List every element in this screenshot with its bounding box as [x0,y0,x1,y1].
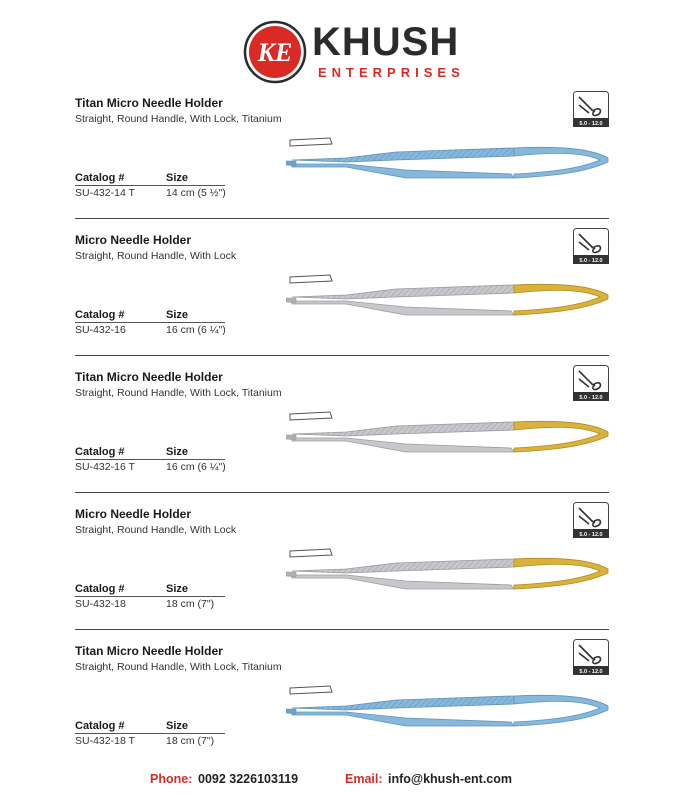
size-value: 18 cm (7") [166,598,215,610]
table-rule [75,733,225,734]
product-subtitle: Straight, Round Handle, With Lock, Titanium [75,113,282,125]
section-divider [75,355,609,356]
instrument-image [286,271,616,331]
badge-label: 5.0 - 12.0 [579,532,603,538]
instrument-image [286,545,616,605]
catalog-header: Catalog # [75,309,125,321]
product-subtitle: Straight, Round Handle, With Lock [75,524,237,536]
product-subtitle: Straight, Round Handle, With Lock [75,250,237,262]
product-section [0,233,689,369]
size-value: 16 cm (6 ¼") [166,461,226,473]
product-section [0,370,689,506]
email-address[interactable]: info@khush-ent.com [388,772,512,786]
brand-subtitle: ENTERPRISES [318,65,465,80]
product-title: Titan Micro Needle Holder [75,96,223,110]
product-section [0,507,689,643]
size-range-badge [573,91,609,127]
product-title: Titan Micro Needle Holder [75,644,223,658]
badge-label: 5.0 - 12.0 [579,395,603,401]
section-divider [75,629,609,630]
product-title: Titan Micro Needle Holder [75,370,223,384]
catalog-header: Catalog # [75,583,125,595]
product-subtitle: Straight, Round Handle, With Lock, Titanium [75,387,282,399]
table-rule [75,185,225,186]
size-header: Size [166,583,189,595]
size-header: Size [166,309,189,321]
catalog-number: SU-432-16 [75,324,126,336]
phone-number[interactable]: 0092 3226103119 [198,772,299,786]
brand-name: KHUSH [312,20,460,64]
catalog-number: SU-432-18 T [75,735,135,747]
size-range-badge [573,228,609,264]
instrument-image [286,408,616,468]
size-range-badge [573,365,609,401]
instrument-image [286,682,616,742]
product-section [0,644,689,780]
instrument-image [286,134,616,194]
catalog-number: SU-432-16 T [75,461,135,473]
size-header: Size [166,172,189,184]
badge-label: 5.0 - 12.0 [579,121,603,127]
section-divider [75,492,609,493]
size-value: 18 cm (7") [166,735,215,747]
catalog-number: SU-432-14 T [75,187,135,199]
badge-label: 5.0 - 12.0 [579,669,603,675]
catalog-number: SU-432-18 [75,598,126,610]
size-header: Size [166,720,189,732]
size-value: 14 cm (5 ½") [166,187,226,199]
catalog-header: Catalog # [75,172,125,184]
logo-monogram: KE [257,38,293,67]
size-header: Size [166,446,189,458]
header [0,8,689,83]
table-rule [75,596,225,597]
size-range-badge [573,639,609,675]
size-range-badge [573,502,609,538]
phone-label: Phone: [150,772,193,786]
table-rule [75,322,225,323]
section-divider [75,218,609,219]
catalog-header: Catalog # [75,720,125,732]
logo-emblem [243,20,307,84]
email-label: Email: [345,772,383,786]
product-title: Micro Needle Holder [75,507,192,521]
badge-label: 5.0 - 12.0 [579,258,603,264]
size-value: 16 cm (6 ¼") [166,324,226,336]
product-subtitle: Straight, Round Handle, With Lock, Titanium [75,661,282,673]
catalog-header: Catalog # [75,446,125,458]
product-section [0,96,689,232]
product-title: Micro Needle Holder [75,233,192,247]
table-rule [75,459,225,460]
